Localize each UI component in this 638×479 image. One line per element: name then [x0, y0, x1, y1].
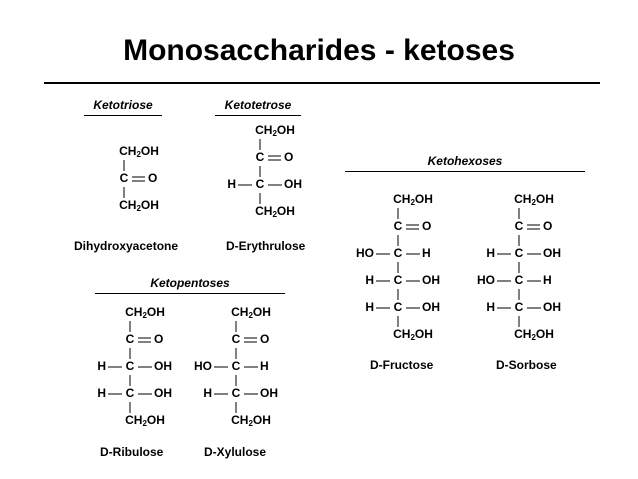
- section-ketotriose-label: Ketotriose: [93, 98, 153, 112]
- left-substituent: HO: [477, 273, 495, 288]
- carbonyl-carbon: C: [125, 332, 135, 347]
- chiral-carbon: C: [255, 177, 265, 192]
- chiral-carbon: C: [231, 359, 241, 374]
- carbonyl-oxygen: O: [260, 332, 270, 347]
- ch2oh-group: $CH_2OH$: [255, 123, 295, 139]
- chiral-carbon: C: [393, 246, 403, 261]
- chiral-carbon: C: [393, 273, 403, 288]
- name-dihydroxyacetone: Dihydroxyacetone: [74, 239, 179, 253]
- left-substituent: H: [486, 246, 495, 261]
- right-substituent: OH: [543, 300, 561, 315]
- left-substituent: HO: [194, 359, 212, 374]
- carbonyl-carbon: C: [393, 219, 403, 234]
- left-substituent: H: [365, 300, 374, 315]
- chiral-carbon: C: [125, 386, 135, 401]
- right-substituent: OH: [422, 273, 440, 288]
- ch2oh-group: $CH_2OH$: [231, 413, 271, 429]
- ch2oh-group: $CH_2OH$: [119, 198, 159, 214]
- right-substituent: OH: [154, 359, 172, 374]
- ch2oh-group: $CH_2OH$: [514, 327, 554, 343]
- name-ribulose: D-Ribulose: [100, 445, 164, 459]
- left-substituent: H: [365, 273, 374, 288]
- name-sorbose: D-Sorbose: [496, 358, 557, 372]
- left-substituent: H: [97, 359, 106, 374]
- name-xylulose: D-Xylulose: [204, 445, 267, 459]
- ch2oh-group: $CH_2OH$: [393, 192, 433, 208]
- left-substituent: H: [203, 386, 212, 401]
- chiral-carbon: C: [393, 300, 403, 315]
- right-substituent: OH: [260, 386, 278, 401]
- carbonyl-carbon: C: [255, 150, 265, 165]
- carbonyl-oxygen: O: [148, 171, 158, 186]
- carbonyl-oxygen: O: [154, 332, 164, 347]
- right-substituent: OH: [543, 246, 561, 261]
- carbonyl-oxygen: O: [422, 219, 432, 234]
- left-substituent: HO: [356, 246, 374, 261]
- right-substituent: OH: [422, 300, 440, 315]
- right-substituent: H: [260, 359, 269, 374]
- left-substituent: H: [227, 177, 236, 192]
- ch2oh-group: $CH_2OH$: [119, 144, 159, 160]
- left-substituent: H: [97, 386, 106, 401]
- right-substituent: OH: [154, 386, 172, 401]
- chiral-carbon: C: [514, 246, 524, 261]
- slide-title: Monosaccharides - ketoses: [123, 34, 515, 67]
- chiral-carbon: C: [514, 300, 524, 315]
- section-ketohexoses-label: Ketohexoses: [427, 154, 503, 168]
- right-substituent: H: [422, 246, 431, 261]
- carbonyl-carbon: C: [231, 332, 241, 347]
- chiral-carbon: C: [231, 386, 241, 401]
- ch2oh-group: $CH_2OH$: [255, 204, 295, 220]
- ch2oh-group: $CH_2OH$: [393, 327, 433, 343]
- chiral-carbon: C: [125, 359, 135, 374]
- name-fructose: D-Fructose: [370, 358, 434, 372]
- chiral-carbon: C: [514, 273, 524, 288]
- carbonyl-carbon: C: [514, 219, 524, 234]
- carbonyl-oxygen: O: [543, 219, 553, 234]
- left-substituent: H: [486, 300, 495, 315]
- right-substituent: OH: [284, 177, 302, 192]
- ch2oh-group: $CH_2OH$: [125, 305, 165, 321]
- ch2oh-group: $CH_2OH$: [231, 305, 271, 321]
- carbonyl-oxygen: O: [284, 150, 294, 165]
- carbonyl-carbon: C: [119, 171, 129, 186]
- ch2oh-group: $CH_2OH$: [514, 192, 554, 208]
- section-ketopentoses-label: Ketopentoses: [150, 276, 230, 290]
- ch2oh-group: $CH_2OH$: [125, 413, 165, 429]
- section-ketotetrose-label: Ketotetrose: [224, 98, 292, 112]
- name-erythrulose: D-Erythrulose: [226, 239, 306, 253]
- right-substituent: H: [543, 273, 552, 288]
